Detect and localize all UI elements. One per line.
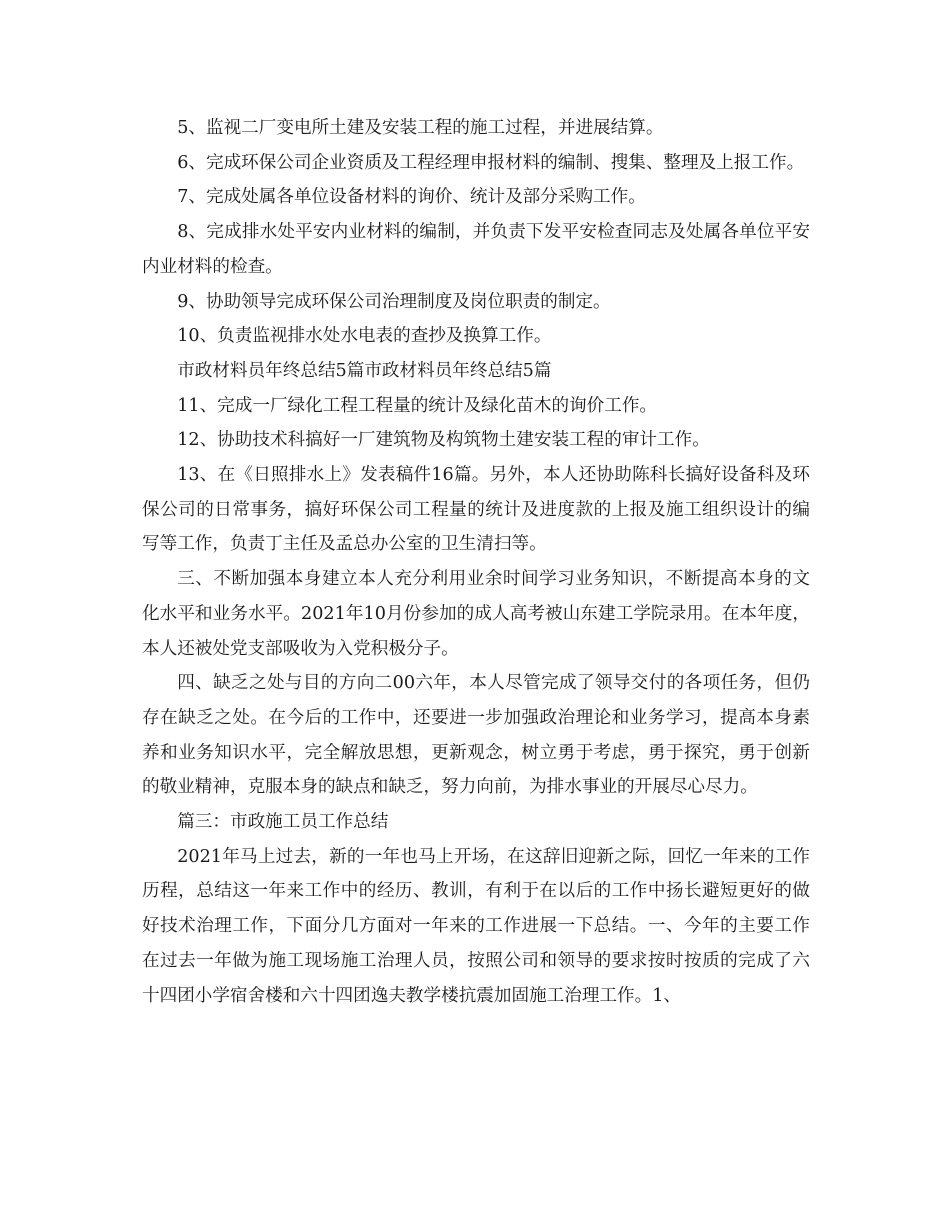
paragraph: 6、完成环保公司企业资质及工程经理申报材料的编制、搜集、整理及上报工作。 [177,152,805,173]
paragraph: 三、不断加强本身建立本人充分利用业余时间学习业务知识，不断提高本身的文化水平和业务水平。2021年10月份参加的成人高考被山东建工学院录用。在本年度，本人还被处党支部吸收为入党积极分子。 [142,569,810,659]
paragraph: 5、监视二厂变电所土建及安装工程的施工过程，并进展结算。 [177,118,664,138]
paragraph: 10、负责监视排水处水电表的查抄及换算工作。 [177,326,552,347]
paragraph: 四、缺乏之处与目的方向二00六年，本人尽管完成了领导交付的各项任务，但仍存在缺乏之处。在今后的工作中，还要进一步加强政治理论和业务学习，提高本身素养和业务知识水平，完全解放思想，更新观念，树立勇于考虑，勇于探究，勇于创新的敬业精神，克服本身的缺点和缺乏，努力向前，为排水事业的开展尽心尽力。 [142,673,810,798]
paragraph: 8、完成排水处平安内业材料的编制，并负责下发平安检查同志及处属各单位平安内业材料的检查。 [142,222,810,277]
document-body [142,111,810,1013]
paragraph: 13、在《日照排水上》发表稿件16篇。另外，本人还协助陈科长搞好设备科及环保公司的日常事务，搞好环保公司工程量的统计及进度款的上报及施工组织设计的编写等工作，负责丁主任及孟总办公室的卫生清扫等。 [142,465,810,555]
paragraph: 9、协助领导完成环保公司治理制度及岗位职责的制定。 [177,291,611,312]
paragraph: 11、完成一厂绿化工程工程量的统计及绿化苗木的询价工作。 [177,395,658,416]
paragraph: 市政材料员年终总结5篇市政材料员年终总结5篇 [177,360,552,381]
section-heading: 篇三：市政施工员工作总结 [177,812,389,833]
paragraph: 7、完成处属各单位设备材料的询价、统计及部分采购工作。 [177,187,646,208]
paragraph: 12、协助技术科搞好一厂建筑物及构筑物土建安装工程的审计工作。 [177,430,710,451]
paragraph: 2021年马上过去，新的一年也马上开场，在这辞旧迎新之际，回忆一年来的工作历程，总结这一年来工作中的经历、教训，有利于在以后的工作中扬长避短更好的做好技术治理工作，下面分几方面对一年来的工作进展一下总结。一、今年的主要工作在过去一年做为施工现场施工治理人员，按照公司和领导的要求按时按质的完成了六十四团小学宿舍楼和六十四团逸夫教学楼抗震加固施工治理工作。1、 [142,846,810,1006]
